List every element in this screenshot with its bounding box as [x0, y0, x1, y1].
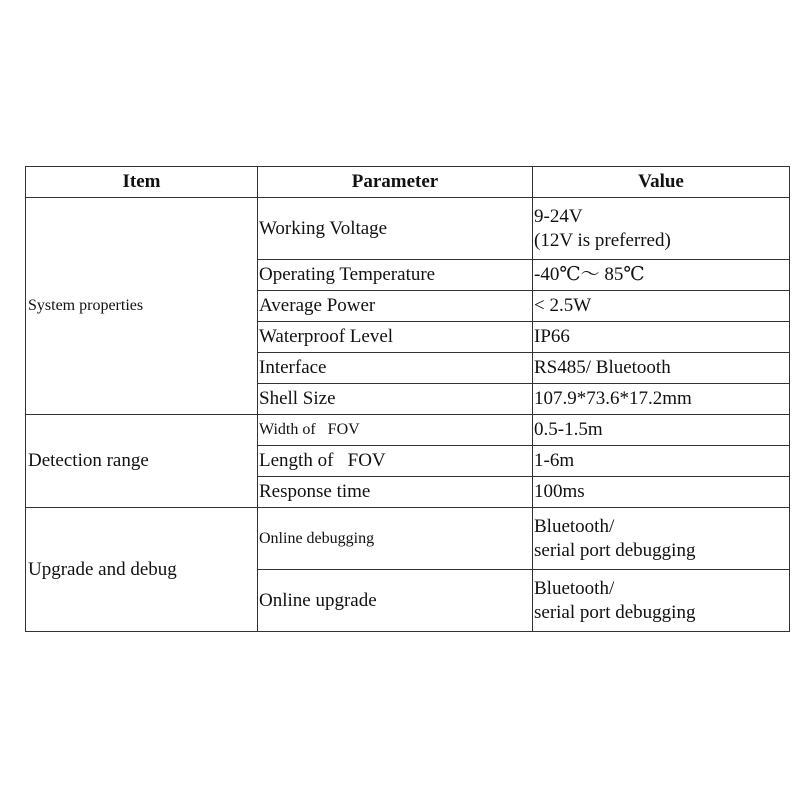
param-online-upgrade: Online upgrade	[258, 570, 533, 632]
param-width-of-fov: Width of FOV	[258, 415, 533, 446]
table-row	[26, 198, 790, 260]
value-working-voltage	[533, 198, 790, 260]
table-row	[26, 508, 790, 570]
param-waterproof-level: Waterproof Level	[258, 322, 533, 353]
header-parameter: Parameter	[258, 167, 533, 198]
value-operating-temperature: -40℃～ 85℃	[533, 260, 790, 291]
value-line: 9-24V	[534, 205, 583, 227]
param-response-time: Response time	[258, 477, 533, 508]
param-average-power: Average Power	[258, 291, 533, 322]
header-row	[26, 167, 790, 198]
value-shell-size: 107.9*73.6*17.2mm	[533, 384, 790, 415]
value-online-debugging	[533, 508, 790, 570]
value-waterproof-level: IP66	[533, 322, 790, 353]
table-row	[26, 415, 790, 446]
group-system-properties: System properties	[26, 198, 258, 415]
param-shell-size: Shell Size	[258, 384, 533, 415]
group-upgrade-and-debug: Upgrade and debug	[26, 508, 258, 632]
value-response-time: 100ms	[533, 477, 790, 508]
value-length-of-fov: 1-6m	[533, 446, 790, 477]
value-line: Bluetooth/	[534, 577, 615, 599]
header-value: Value	[533, 167, 790, 198]
param-length-of-fov: Length of FOV	[258, 446, 533, 477]
group-detection-range: Detection range	[26, 415, 258, 508]
value-interface: RS485/ Bluetooth	[533, 353, 790, 384]
value-width-of-fov: 0.5-1.5m	[533, 415, 790, 446]
spec-table	[25, 166, 790, 632]
param-working-voltage: Working Voltage	[258, 198, 533, 260]
value-line: Bluetooth/	[534, 515, 615, 537]
param-online-debugging: Online debugging	[258, 508, 533, 570]
value-line: serial port debugging	[534, 539, 696, 561]
param-interface: Interface	[258, 353, 533, 384]
value-online-upgrade	[533, 570, 790, 632]
param-operating-temperature: Operating Temperature	[258, 260, 533, 291]
header-item: Item	[26, 167, 258, 198]
value-average-power: < 2.5W	[533, 291, 790, 322]
value-line: (12V is preferred)	[534, 229, 671, 251]
value-line: serial port debugging	[534, 601, 696, 623]
